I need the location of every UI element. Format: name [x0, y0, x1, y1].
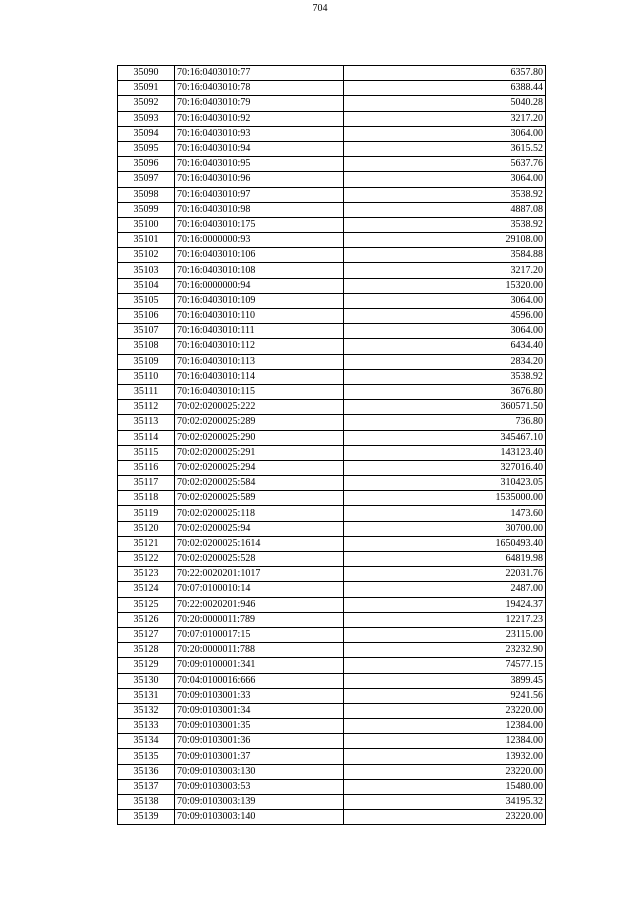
cadastral-number-cell: 70:09:0103003:139 [175, 795, 344, 810]
row-number-cell: 35090 [118, 66, 175, 81]
row-number-cell: 35125 [118, 597, 175, 612]
amount-cell: 3676.80 [344, 384, 546, 399]
amount-cell: 360571.50 [344, 400, 546, 415]
row-number-cell: 35121 [118, 536, 175, 551]
row-number-cell: 35117 [118, 476, 175, 491]
row-number-cell: 35122 [118, 552, 175, 567]
table-row [118, 506, 546, 521]
table-row [118, 460, 546, 475]
table-row [118, 263, 546, 278]
row-number-cell: 35103 [118, 263, 175, 278]
table-row [118, 369, 546, 384]
amount-cell: 1535000.00 [344, 491, 546, 506]
row-number-cell: 35115 [118, 445, 175, 460]
cadastral-number-cell: 70:09:0103003:140 [175, 810, 344, 825]
cadastral-number-cell: 70:16:0403010:95 [175, 157, 344, 172]
row-number-cell: 35126 [118, 612, 175, 627]
amount-cell: 2487.00 [344, 582, 546, 597]
cadastral-number-cell: 70:16:0403010:175 [175, 217, 344, 232]
table-row [118, 233, 546, 248]
row-number-cell: 35104 [118, 278, 175, 293]
row-number-cell: 35127 [118, 627, 175, 642]
table-row [118, 673, 546, 688]
row-number-cell: 35136 [118, 764, 175, 779]
table-row [118, 141, 546, 156]
row-number-cell: 35091 [118, 81, 175, 96]
row-number-cell: 35094 [118, 126, 175, 141]
table-row [118, 202, 546, 217]
amount-cell: 19424.37 [344, 597, 546, 612]
row-number-cell: 35120 [118, 521, 175, 536]
row-number-cell: 35105 [118, 293, 175, 308]
table-row [118, 248, 546, 263]
amount-cell: 15480.00 [344, 779, 546, 794]
cadastral-number-cell: 70:09:0100001:341 [175, 658, 344, 673]
amount-cell: 3538.92 [344, 187, 546, 202]
table-row [118, 66, 546, 81]
cadastral-number-cell: 70:09:0103001:37 [175, 749, 344, 764]
amount-cell: 3615.52 [344, 141, 546, 156]
amount-cell: 3538.92 [344, 217, 546, 232]
amount-cell: 4887.08 [344, 202, 546, 217]
table-row [118, 795, 546, 810]
cadastral-number-cell: 70:16:0403010:96 [175, 172, 344, 187]
table-row [118, 187, 546, 202]
cadastral-number-cell: 70:16:0403010:98 [175, 202, 344, 217]
row-number-cell: 35128 [118, 643, 175, 658]
row-number-cell: 35092 [118, 96, 175, 111]
row-number-cell: 35106 [118, 309, 175, 324]
row-number-cell: 35129 [118, 658, 175, 673]
table-row [118, 643, 546, 658]
amount-cell: 12217.23 [344, 612, 546, 627]
row-number-cell: 35099 [118, 202, 175, 217]
row-number-cell: 35102 [118, 248, 175, 263]
row-number-cell: 35111 [118, 384, 175, 399]
cadastral-number-cell: 70:02:0200025:584 [175, 476, 344, 491]
amount-cell: 23232.90 [344, 643, 546, 658]
cadastral-number-cell: 70:04:0100016:666 [175, 673, 344, 688]
registry-table [117, 65, 546, 825]
row-number-cell: 35113 [118, 415, 175, 430]
amount-cell: 6357.80 [344, 66, 546, 81]
cadastral-number-cell: 70:16:0403010:108 [175, 263, 344, 278]
cadastral-number-cell: 70:16:0403010:97 [175, 187, 344, 202]
table-row [118, 719, 546, 734]
amount-cell: 9241.56 [344, 688, 546, 703]
table-row [118, 536, 546, 551]
cadastral-number-cell: 70:16:0403010:77 [175, 66, 344, 81]
row-number-cell: 35107 [118, 324, 175, 339]
table-row [118, 734, 546, 749]
amount-cell: 74577.15 [344, 658, 546, 673]
table-body [118, 66, 546, 825]
amount-cell: 736.80 [344, 415, 546, 430]
row-number-cell: 35093 [118, 111, 175, 126]
amount-cell: 23115.00 [344, 627, 546, 642]
table-row [118, 627, 546, 642]
row-number-cell: 35101 [118, 233, 175, 248]
row-number-cell: 35095 [118, 141, 175, 156]
amount-cell: 1650493.40 [344, 536, 546, 551]
table-row [118, 81, 546, 96]
amount-cell: 4596.00 [344, 309, 546, 324]
row-number-cell: 35133 [118, 719, 175, 734]
amount-cell: 5637.76 [344, 157, 546, 172]
amount-cell: 15320.00 [344, 278, 546, 293]
cadastral-number-cell: 70:02:0200025:1614 [175, 536, 344, 551]
cadastral-number-cell: 70:02:0200025:118 [175, 506, 344, 521]
amount-cell: 3064.00 [344, 126, 546, 141]
cadastral-number-cell: 70:16:0403010:93 [175, 126, 344, 141]
amount-cell: 34195.32 [344, 795, 546, 810]
table-row [118, 126, 546, 141]
amount-cell: 12384.00 [344, 734, 546, 749]
amount-cell: 22031.76 [344, 567, 546, 582]
amount-cell: 64819.98 [344, 552, 546, 567]
cadastral-number-cell: 70:07:0100010:14 [175, 582, 344, 597]
amount-cell: 3064.00 [344, 324, 546, 339]
table-row [118, 430, 546, 445]
cadastral-number-cell: 70:16:0000000:93 [175, 233, 344, 248]
cadastral-number-cell: 70:22:0020201:1017 [175, 567, 344, 582]
row-number-cell: 35131 [118, 688, 175, 703]
cadastral-number-cell: 70:16:0403010:112 [175, 339, 344, 354]
amount-cell: 3217.20 [344, 263, 546, 278]
cadastral-number-cell: 70:07:0100017:15 [175, 627, 344, 642]
amount-cell: 13932.00 [344, 749, 546, 764]
cadastral-number-cell: 70:16:0403010:111 [175, 324, 344, 339]
table-row [118, 217, 546, 232]
amount-cell: 310423.05 [344, 476, 546, 491]
table-row [118, 324, 546, 339]
cadastral-number-cell: 70:09:0103003:130 [175, 764, 344, 779]
amount-cell: 3538.92 [344, 369, 546, 384]
row-number-cell: 35116 [118, 460, 175, 475]
cadastral-number-cell: 70:16:0000000:94 [175, 278, 344, 293]
row-number-cell: 35097 [118, 172, 175, 187]
table-row [118, 339, 546, 354]
table-row [118, 810, 546, 825]
amount-cell: 5040.28 [344, 96, 546, 111]
table-row [118, 309, 546, 324]
cadastral-number-cell: 70:02:0200025:289 [175, 415, 344, 430]
amount-cell: 1473.60 [344, 506, 546, 521]
amount-cell: 23220.00 [344, 703, 546, 718]
table-row [118, 658, 546, 673]
row-number-cell: 35137 [118, 779, 175, 794]
table-row [118, 415, 546, 430]
table-row [118, 111, 546, 126]
table-row [118, 764, 546, 779]
cadastral-number-cell: 70:16:0403010:92 [175, 111, 344, 126]
row-number-cell: 35109 [118, 354, 175, 369]
table-row [118, 703, 546, 718]
amount-cell: 3899.45 [344, 673, 546, 688]
table-row [118, 552, 546, 567]
cadastral-number-cell: 70:09:0103001:34 [175, 703, 344, 718]
row-number-cell: 35112 [118, 400, 175, 415]
row-number-cell: 35138 [118, 795, 175, 810]
cadastral-number-cell: 70:02:0200025:94 [175, 521, 344, 536]
table-row [118, 521, 546, 536]
cadastral-number-cell: 70:16:0403010:113 [175, 354, 344, 369]
cadastral-number-cell: 70:02:0200025:291 [175, 445, 344, 460]
row-number-cell: 35100 [118, 217, 175, 232]
table-row [118, 491, 546, 506]
amount-cell: 12384.00 [344, 719, 546, 734]
table-row [118, 157, 546, 172]
table-row [118, 749, 546, 764]
amount-cell: 345467.10 [344, 430, 546, 445]
amount-cell: 29108.00 [344, 233, 546, 248]
table-row [118, 612, 546, 627]
table-row [118, 445, 546, 460]
amount-cell: 3217.20 [344, 111, 546, 126]
cadastral-number-cell: 70:02:0200025:294 [175, 460, 344, 475]
row-number-cell: 35134 [118, 734, 175, 749]
cadastral-number-cell: 70:16:0403010:109 [175, 293, 344, 308]
row-number-cell: 35119 [118, 506, 175, 521]
amount-cell: 3064.00 [344, 293, 546, 308]
cadastral-number-cell: 70:02:0200025:528 [175, 552, 344, 567]
row-number-cell: 35130 [118, 673, 175, 688]
amount-cell: 3584.88 [344, 248, 546, 263]
row-number-cell: 35098 [118, 187, 175, 202]
table-row [118, 278, 546, 293]
row-number-cell: 35123 [118, 567, 175, 582]
cadastral-number-cell: 70:09:0103003:53 [175, 779, 344, 794]
table-row [118, 172, 546, 187]
cadastral-number-cell: 70:09:0103001:36 [175, 734, 344, 749]
cadastral-number-cell: 70:02:0200025:290 [175, 430, 344, 445]
amount-cell: 23220.00 [344, 810, 546, 825]
table-row [118, 476, 546, 491]
amount-cell: 2834.20 [344, 354, 546, 369]
cadastral-number-cell: 70:20:0000011:788 [175, 643, 344, 658]
amount-cell: 6388.44 [344, 81, 546, 96]
row-number-cell: 35108 [118, 339, 175, 354]
amount-cell: 143123.40 [344, 445, 546, 460]
row-number-cell: 35110 [118, 369, 175, 384]
row-number-cell: 35114 [118, 430, 175, 445]
cadastral-number-cell: 70:09:0103001:35 [175, 719, 344, 734]
cadastral-number-cell: 70:20:0000011:789 [175, 612, 344, 627]
amount-cell: 6434.40 [344, 339, 546, 354]
row-number-cell: 35124 [118, 582, 175, 597]
row-number-cell: 35132 [118, 703, 175, 718]
cadastral-number-cell: 70:16:0403010:106 [175, 248, 344, 263]
cadastral-number-cell: 70:16:0403010:110 [175, 309, 344, 324]
amount-cell: 327016.40 [344, 460, 546, 475]
row-number-cell: 35118 [118, 491, 175, 506]
table-row [118, 384, 546, 399]
table-row [118, 400, 546, 415]
row-number-cell: 35096 [118, 157, 175, 172]
page-number: 704 [312, 3, 328, 14]
cadastral-number-cell: 70:16:0403010:78 [175, 81, 344, 96]
table-row [118, 354, 546, 369]
cadastral-number-cell: 70:16:0403010:79 [175, 96, 344, 111]
cadastral-number-cell: 70:16:0403010:115 [175, 384, 344, 399]
row-number-cell: 35135 [118, 749, 175, 764]
amount-cell: 23220.00 [344, 764, 546, 779]
cadastral-number-cell: 70:16:0403010:94 [175, 141, 344, 156]
table-row [118, 96, 546, 111]
cadastral-number-cell: 70:02:0200025:222 [175, 400, 344, 415]
cadastral-number-cell: 70:22:0020201:946 [175, 597, 344, 612]
amount-cell: 3064.00 [344, 172, 546, 187]
cadastral-number-cell: 70:16:0403010:114 [175, 369, 344, 384]
amount-cell: 30700.00 [344, 521, 546, 536]
table-row [118, 582, 546, 597]
cadastral-number-cell: 70:09:0103001:33 [175, 688, 344, 703]
table-row [118, 597, 546, 612]
table-row [118, 779, 546, 794]
table-row [118, 567, 546, 582]
table-row [118, 688, 546, 703]
row-number-cell: 35139 [118, 810, 175, 825]
cadastral-number-cell: 70:02:0200025:589 [175, 491, 344, 506]
table-row [118, 293, 546, 308]
